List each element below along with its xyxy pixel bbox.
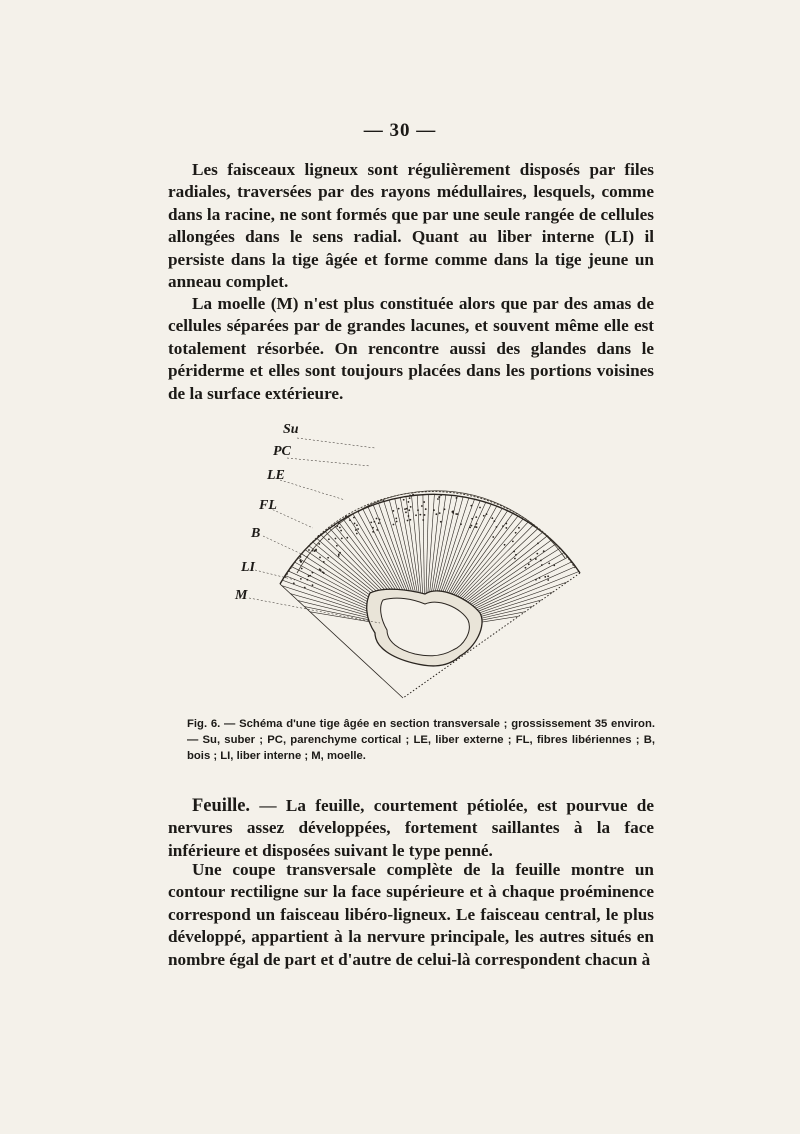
- fiber-dot: [315, 549, 317, 551]
- fiber-dot: [553, 564, 555, 566]
- fiber-dot: [440, 521, 442, 523]
- medullary-ray: [254, 596, 386, 623]
- fiber-dot: [393, 524, 395, 526]
- fiber-dot: [407, 501, 409, 503]
- fiber-dot: [379, 519, 381, 521]
- fiber-dot: [378, 522, 380, 524]
- fiber-dot: [398, 508, 400, 510]
- fiber-dot: [440, 494, 442, 496]
- fiber-dot: [437, 498, 439, 500]
- fiber-dot: [505, 527, 507, 529]
- fiber-dot: [354, 523, 356, 525]
- section-heading: Feuille.: [192, 796, 251, 816]
- fiber-dot: [338, 555, 340, 557]
- figure-stem-section: [225, 408, 625, 708]
- fiber-dot: [424, 514, 426, 516]
- page-number: — 30 —: [363, 120, 437, 141]
- fiber-dot: [308, 575, 310, 577]
- fiber-dot: [474, 526, 476, 528]
- fiber-dot: [471, 525, 473, 527]
- fiber-dot: [433, 509, 435, 511]
- fiber-dot: [544, 576, 546, 578]
- fiber-dot: [339, 552, 341, 554]
- fiber-dot: [455, 513, 457, 515]
- fiber-dot: [312, 572, 314, 574]
- paragraph-moelle: La moelle (M) n'est plus constituée alors que par des amas de cellules séparées par de grandes lacunes, et souvent même elle est totalement résorbée. On rencontre aussi des glandes dans le périderme et elles sont toujours placées dans les portions voisines de la surface extérieure.: [168, 294, 654, 403]
- fiber-dot: [505, 523, 507, 525]
- fiber-dot: [491, 517, 493, 519]
- fiber-dot: [410, 506, 412, 508]
- fiber-dot: [373, 521, 375, 523]
- fiber-dot: [346, 537, 348, 539]
- fiber-dot: [357, 528, 359, 530]
- fiber-dot: [419, 514, 421, 516]
- fiber-dot: [470, 505, 472, 507]
- paragraph-faisceaux: Les faisceaux ligneux sont régulièrement disposés par files radiales, traversées par des rayons médullaires, lesquels, comme dans la racine, ne sont formés que par une seule rangée de cellules allongées dans le sens radial. Quant au liber interne (LI) il persiste dans la tige âgée et forme comme dans la tige jeune un anneau complet.: [168, 160, 654, 292]
- fiber-dot: [476, 526, 478, 528]
- fiber-dot: [476, 523, 478, 525]
- fiber-dot: [540, 560, 542, 562]
- fiber-dot: [412, 494, 414, 496]
- fiber-dot: [408, 509, 410, 511]
- fiber-dot: [309, 575, 311, 577]
- fiber-dot: [528, 563, 530, 565]
- fiber-dot: [423, 501, 425, 503]
- label-b: B: [251, 526, 261, 541]
- medullary-ray: [462, 574, 589, 619]
- label-m: M: [235, 588, 248, 603]
- fiber-dot: [543, 550, 545, 552]
- label-su: Su: [283, 422, 299, 437]
- fiber-dot: [376, 529, 378, 531]
- fiber-dot: [415, 514, 417, 516]
- fiber-dot: [304, 587, 306, 589]
- fiber-dot: [493, 520, 495, 522]
- fiber-dot: [438, 496, 440, 498]
- fiber-dot: [356, 533, 358, 535]
- fiber-dot: [409, 497, 411, 499]
- section-feuille: [168, 795, 654, 862]
- fiber-dot: [469, 527, 471, 529]
- fiber-dot: [370, 522, 372, 524]
- fiber-dot: [422, 519, 424, 521]
- fiber-dot: [355, 529, 357, 531]
- fiber-dot: [535, 579, 537, 581]
- fiber-dot: [322, 571, 324, 573]
- fiber-dot: [518, 527, 520, 529]
- fiber-dot: [405, 511, 407, 513]
- label-pc: PC: [273, 444, 291, 459]
- fiber-dot: [349, 519, 351, 521]
- medullary-ray: [396, 472, 419, 598]
- paragraph-coupe: Une coupe transversale complète de la feuille montre un contour rectiligne sur la face supérieure et à chaque proéminence correspond un faisceau libéro-ligneux. Le faisceau central, le plus développé, appartient à la nervure principale, les autres situés en nombre égal de part et d'autre de celui-là correspondent chacun à: [168, 860, 654, 969]
- fiber-dot: [340, 530, 342, 532]
- fiber-dot: [358, 510, 360, 512]
- medullary-ray: [455, 522, 555, 608]
- fiber-dot: [395, 517, 397, 519]
- medullary-ray: [444, 488, 507, 601]
- fiber-dot: [444, 508, 446, 510]
- medullary-ray: [339, 491, 405, 603]
- fiber-dot: [312, 550, 314, 552]
- fiber-dot: [300, 561, 302, 563]
- fiber-dot: [515, 532, 517, 534]
- fiber-dot: [409, 495, 411, 497]
- label-li: LI: [241, 560, 255, 575]
- label-le: LE: [267, 468, 285, 483]
- fiber-dot: [452, 510, 454, 512]
- fiber-dot: [460, 523, 462, 525]
- fiber-dot: [475, 516, 477, 518]
- fiber-dot: [319, 568, 321, 570]
- fiber-dot: [383, 500, 385, 502]
- fiber-dot: [536, 553, 538, 555]
- fiber-dot: [327, 557, 329, 559]
- fiber-dot: [293, 582, 295, 584]
- fiber-dot: [547, 575, 549, 577]
- fiber-dot: [408, 515, 410, 517]
- fiber-dot: [336, 525, 338, 527]
- fiber-dot: [425, 508, 427, 510]
- medullary-ray: [423, 470, 425, 598]
- fiber-dot: [318, 543, 320, 545]
- fiber-dot: [547, 579, 549, 581]
- medullary-ray: [456, 527, 559, 610]
- medullary-ray: [345, 488, 407, 602]
- fiber-dot: [319, 557, 321, 559]
- fiber-dot: [502, 525, 504, 527]
- fiber-dot: [492, 536, 494, 538]
- fiber-dot: [409, 519, 411, 521]
- fiber-dot: [406, 508, 408, 510]
- fiber-dot: [372, 531, 374, 533]
- fiber-dot: [353, 517, 355, 519]
- fiber-dot: [435, 513, 437, 515]
- fiber-dot: [537, 542, 539, 544]
- fiber-dot: [530, 559, 532, 561]
- fiber-dot: [308, 549, 310, 551]
- fiber-dot: [456, 497, 458, 499]
- fiber-dot: [548, 562, 550, 564]
- fiber-dot: [323, 561, 325, 563]
- fiber-dot: [512, 540, 514, 542]
- fiber-dot: [471, 518, 473, 520]
- medullary-ray: [449, 502, 529, 605]
- medullary-ray: [460, 552, 578, 614]
- section-text: — La feuille, courtement pétiolée, est pourvue de nervures assez développées, fortement saillantes à la face inférieure et disposées suivant le type penné.: [168, 796, 654, 860]
- fiber-dot: [392, 510, 394, 512]
- fiber-dot: [486, 513, 488, 515]
- fiber-dot: [483, 515, 485, 517]
- medullary-ray: [383, 475, 416, 599]
- fiber-dot: [439, 512, 441, 514]
- fiber-dot: [338, 522, 340, 524]
- fiber-dot: [504, 544, 506, 546]
- fiber-dot: [407, 520, 409, 522]
- fiber-dot: [372, 527, 374, 529]
- fiber-dot: [356, 524, 358, 526]
- fiber-dot: [336, 545, 338, 547]
- fiber-dot: [318, 535, 320, 537]
- fiber-dot: [539, 577, 541, 579]
- fiber-dot: [421, 505, 423, 507]
- medullary-ray: [457, 531, 563, 610]
- fiber-dot: [396, 521, 398, 523]
- fiber-dot: [513, 551, 515, 553]
- leader-lines: [249, 438, 380, 623]
- fiber-dot: [341, 537, 343, 539]
- fiber-dot: [515, 554, 517, 556]
- fiber-dot: [301, 568, 303, 570]
- fiber-dot: [541, 564, 543, 566]
- fiber-dot: [300, 556, 302, 558]
- fiber-dot: [496, 526, 498, 528]
- fiber-dot: [300, 578, 302, 580]
- fiber-dot: [307, 579, 309, 581]
- fiber-dot: [479, 507, 481, 509]
- figure-caption: Fig. 6. — Schéma d'une tige âgée en section transversale ; grossissement 35 environ. — Su, suber ; PC, parenchyme cortical ; LE, liber externe ; FL, fibres libériennes ; B, bois ; LI, liber interne ; M, moelle.: [187, 718, 655, 762]
- label-fl: FL: [259, 498, 277, 513]
- fiber-dot: [376, 518, 378, 520]
- fiber-dot: [328, 538, 330, 540]
- suber-outline: [280, 494, 580, 584]
- fiber-dot: [535, 558, 537, 560]
- fiber-dot: [339, 527, 341, 529]
- medullary-ray: [428, 470, 436, 598]
- fiber-dot: [404, 508, 406, 510]
- fiber-dot: [335, 538, 337, 540]
- fiber-dot: [368, 505, 370, 507]
- fiber-dot: [345, 515, 347, 517]
- fiber-dot: [312, 584, 314, 586]
- fiber-dot: [525, 567, 527, 569]
- fiber-dot: [514, 558, 516, 560]
- fiber-dot: [417, 509, 419, 511]
- fiber-dot: [403, 499, 405, 501]
- external-liber: [297, 491, 565, 573]
